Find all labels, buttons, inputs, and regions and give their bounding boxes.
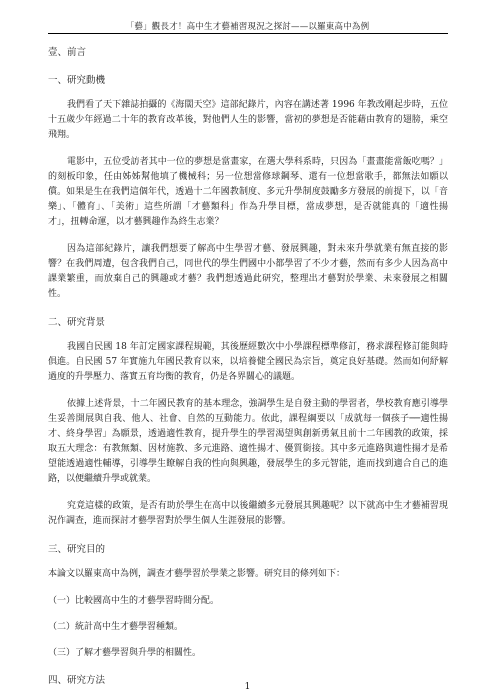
paragraph-background-3: 究竟這樣的政策，是否有助於學生在高中以後繼續多元發展其興趣呢？以下就高中生才藝補習現況作調查，進而探討才藝學習對於學生個人生涯發展的影響。 (48, 501, 448, 526)
paragraph-motivation-2: 電影中，五位受訪者其中一位的夢想是當畫家，在選大學科系時，只因為「畫畫能當飯吃嗎？」的刻板印象，任由姊姊幫他填了機械科；另一位想當修球鋼琴、還有一位想當歌手，都無法如願以償。如果是生在我們這個年代，透過十二年國教制度、多元升學制度鼓勵多方發展的前提下，以「音樂」、「體育」、「美術」這些所謂「才藝類科」作為升學目標，當成夢想，是否就能真的「適性揚才」，扭轉命運，以才藝興趣作為終生志業？ (48, 157, 448, 227)
paragraph-background-1: 我國自民國 18 年訂定國家課程規範，其後歷經數次中小學課程標準修訂，務求課程修訂能與時俱進。自民國 57 年實施九年國民教育以來，以培養健全國民為宗旨，奠定良好基礎。然而如何紓解過度的升學壓力、落實五育均衡的教育，仍是各界關心的議題。 (48, 342, 448, 382)
document-body (48, 44, 448, 698)
subsection-heading-motivation: 一、研究動機 (48, 75, 106, 86)
page-number: 1 (244, 682, 251, 692)
subsection-heading-background: 二、研究背景 (48, 317, 106, 328)
paragraph-motivation-3: 因為這部紀錄片，讓我們想要了解高中生學習才藝、發展興趣，對未來升學就業有無直接的影響？在我們周遭，包含我們自己，同世代的學生們國中小都學習了不少才藝，然而有多少人因為高中課業繁重，而放棄自己的興趣或才藝？我們想透過此研究，整理出才藝對於學業、未來發展之相關性。 (48, 244, 448, 299)
paragraph-motivation-1: 我們看了天下雜誌拍攝的《海闊天空》這部紀錄片，內容在講述著 1996 年教改剛起步時，五位十五歲少年經過二十年的教育改革後，對他們人生的影響，當初的夢想是否能藉由教育的翅膀，乘空飛翔。 (48, 100, 448, 140)
list-item: （一）比較國高中生的才藝學習時間分配。 (48, 596, 220, 606)
header-rule (48, 33, 448, 34)
list-item: （二）統計高中生才藝學習種類。 (48, 622, 184, 632)
paragraph-background-2: 依據上述背景，十二年國民教育的基本理念，強調學生是自發主動的學習者，學校教育應引導學生妥善開展與自我、他人、社會、自然的互動能力。依此，課程綱要以「成就每一個孩子──適性揚才、終身學習」為願景，透過適性教育，提升學生的學習渴望與創新勇氣且前十二年國教的政策，採取五大理念：有教無類、因材施教、多元進路、適性揚才、優質銜接。其中多元進路與適性揚才是希望能透過適性輔導，引導學生瞭解自我的性向與興趣，發展學生的多元智能，進而找到適合自己的進路，以便繼續升學或就業。 (48, 399, 448, 484)
subsection-heading-method: 四、研究方法 (48, 675, 106, 686)
paragraph-purpose: 本論文以羅東高中為例，調查才藝學習於學業之影響。研究目的條列如下： (48, 569, 346, 579)
list-item: （三）了解才藝學習與升學的相關性。 (48, 648, 202, 658)
running-header: 「藝」觀長才！高中生才藝補習現況之探討——以羅東高中為例 (125, 22, 370, 32)
section-heading-introduction: 壹、前言 (48, 47, 87, 58)
subsection-heading-purpose: 三、研究目的 (48, 544, 106, 555)
